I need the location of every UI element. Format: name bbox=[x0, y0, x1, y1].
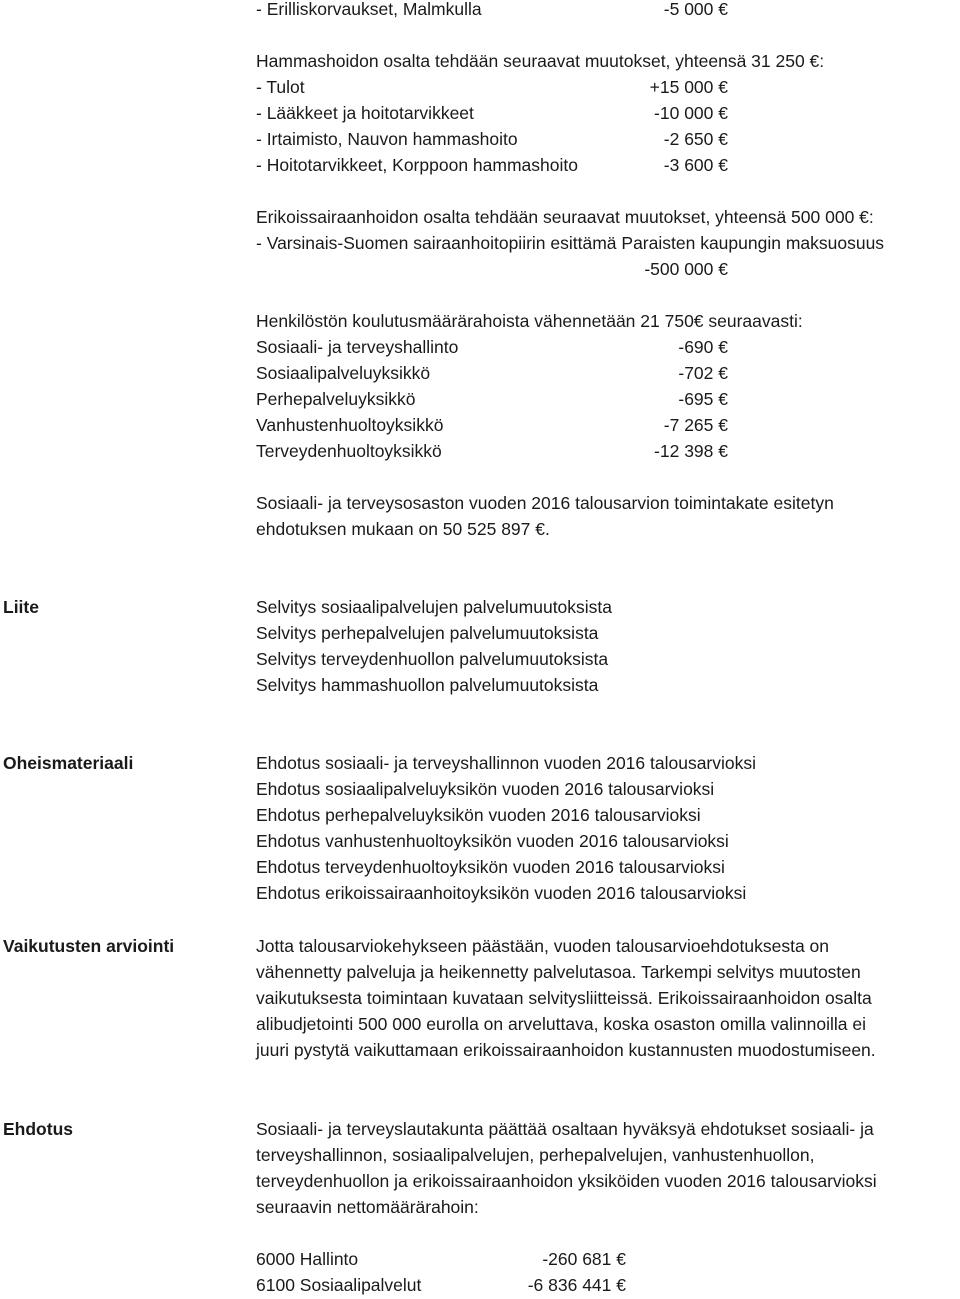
materials-item: Ehdotus sosiaalipalveluyksikön vuoden 2016 talousarvioksi bbox=[256, 779, 715, 799]
materials-item: Ehdotus erikoissairaanhoitoyksikön vuoden 2016 talousarvioksi bbox=[256, 883, 747, 903]
training-item-label: Sosiaali- ja terveyshallinto bbox=[256, 337, 459, 357]
dental-heading: Hammashoidon osalta tehdään seuraavat muutokset, yhteensä 31 250 €: bbox=[256, 51, 825, 71]
materials-item: Ehdotus sosiaali- ja terveyshallinnon vuoden 2016 talousarvioksi bbox=[256, 753, 757, 773]
dental-item-value: -10 000 € bbox=[654, 103, 728, 123]
top-item-label: - Erilliskorvaukset, Malmkulla bbox=[256, 0, 482, 19]
dental-item-label: - Hoitotarvikkeet, Korppoon hammashoito bbox=[256, 155, 578, 175]
training-item-value: -702 € bbox=[678, 363, 728, 383]
summary-line: ehdotuksen mukaan on 50 525 897 €. bbox=[256, 519, 550, 539]
dental-item-label: - Lääkkeet ja hoitotarvikkeet bbox=[256, 103, 474, 123]
special-item-label: - Varsinais-Suomen sairaanhoitopiirin esittämä Paraisten kaupungin maksuosuus bbox=[256, 233, 885, 253]
impact-line: alibudjetointi 500 000 eurolla on arveluttava, koska osaston omilla valinnoilla ei bbox=[256, 1014, 866, 1034]
proposal-item-label: 6000 Hallinto bbox=[256, 1249, 359, 1269]
attachment-item: Selvitys terveydenhuollon palvelumuutoksista bbox=[256, 649, 609, 669]
materials-item: Ehdotus vanhustenhuoltoyksikön vuoden 2016 talousarvioksi bbox=[256, 831, 729, 851]
impact-label: Vaikutusten arviointi bbox=[3, 936, 175, 956]
dental-item-value: -3 600 € bbox=[663, 155, 728, 175]
training-item-value: -695 € bbox=[678, 389, 728, 409]
proposal-item-label: 6100 Sosiaalipalvelut bbox=[256, 1275, 422, 1295]
special-item-value: -500 000 € bbox=[644, 259, 728, 279]
proposal-line: terveyshallinnon, sosiaalipalvelujen, perhepalvelujen, vanhustenhuollon, bbox=[256, 1145, 815, 1165]
proposal-line: Sosiaali- ja terveyslautakunta päättää osaltaan hyväksyä ehdotukset sosiaali- ja bbox=[256, 1119, 874, 1139]
dental-item-value: +15 000 € bbox=[649, 77, 728, 97]
attachment-item: Selvitys perhepalvelujen palvelumuutoksista bbox=[256, 623, 599, 643]
attachment-item: Selvitys sosiaalipalvelujen palvelumuutoksista bbox=[256, 597, 613, 617]
impact-line: Jotta talousarviokehykseen päästään, vuoden talousarvioehdotuksesta on bbox=[256, 936, 830, 956]
training-item-label: Perhepalveluyksikkö bbox=[256, 389, 416, 409]
dental-item-label: - Irtaimisto, Nauvon hammashoito bbox=[256, 129, 518, 149]
proposal-line: seuraavin nettomäärärahoin: bbox=[256, 1197, 479, 1217]
proposal-item-value: -260 681 € bbox=[542, 1249, 626, 1269]
special-heading: Erikoissairaanhoidon osalta tehdään seuraavat muutokset, yhteensä 500 000 €: bbox=[256, 207, 874, 227]
dental-item-label: - Tulot bbox=[256, 77, 305, 97]
materials-item: Ehdotus perhepalveluyksikön vuoden 2016 talousarvioksi bbox=[256, 805, 701, 825]
impact-line: juuri pystytä vaikuttamaan erikoissairaanhoidon kustannusten muodostumiseen. bbox=[256, 1040, 876, 1060]
dental-item-value: -2 650 € bbox=[663, 129, 728, 149]
proposal-item-value: -6 836 441 € bbox=[527, 1275, 626, 1295]
training-item-value: -690 € bbox=[678, 337, 728, 357]
impact-line: vähennetty palveluja ja heikennetty palvelutasoa. Tarkempi selvitys muutosten bbox=[256, 962, 861, 982]
summary-line: Sosiaali- ja terveysosaston vuoden 2016 talousarvion toimintakate esitetyn bbox=[256, 493, 834, 513]
materials-label: Oheismateriaali bbox=[3, 753, 134, 773]
training-heading: Henkilöstön koulutusmäärärahoista vähennetään 21 750€ seuraavasti: bbox=[256, 311, 803, 331]
impact-line: vaikutuksesta toimintaan kuvataan selvitysliitteissä. Erikoissairaanhoidon osalta bbox=[256, 988, 872, 1008]
proposal-label: Ehdotus bbox=[3, 1119, 73, 1139]
training-item-label: Vanhustenhuoltoyksikkö bbox=[256, 415, 444, 435]
training-item-label: Sosiaalipalveluyksikkö bbox=[256, 363, 431, 383]
attachment-label: Liite bbox=[3, 597, 39, 617]
proposal-line: terveydenhuollon ja erikoissairaanhoidon yksiköiden vuoden 2016 talousarvioksi bbox=[256, 1171, 877, 1191]
training-item-label: Terveydenhuoltoyksikkö bbox=[256, 441, 442, 461]
training-item-value: -7 265 € bbox=[663, 415, 728, 435]
materials-item: Ehdotus terveydenhuoltoyksikön vuoden 2016 talousarvioksi bbox=[256, 857, 725, 877]
attachment-item: Selvitys hammashuollon palvelumuutoksista bbox=[256, 675, 599, 695]
top-item-value: -5 000 € bbox=[663, 0, 728, 19]
training-item-value: -12 398 € bbox=[654, 441, 728, 461]
